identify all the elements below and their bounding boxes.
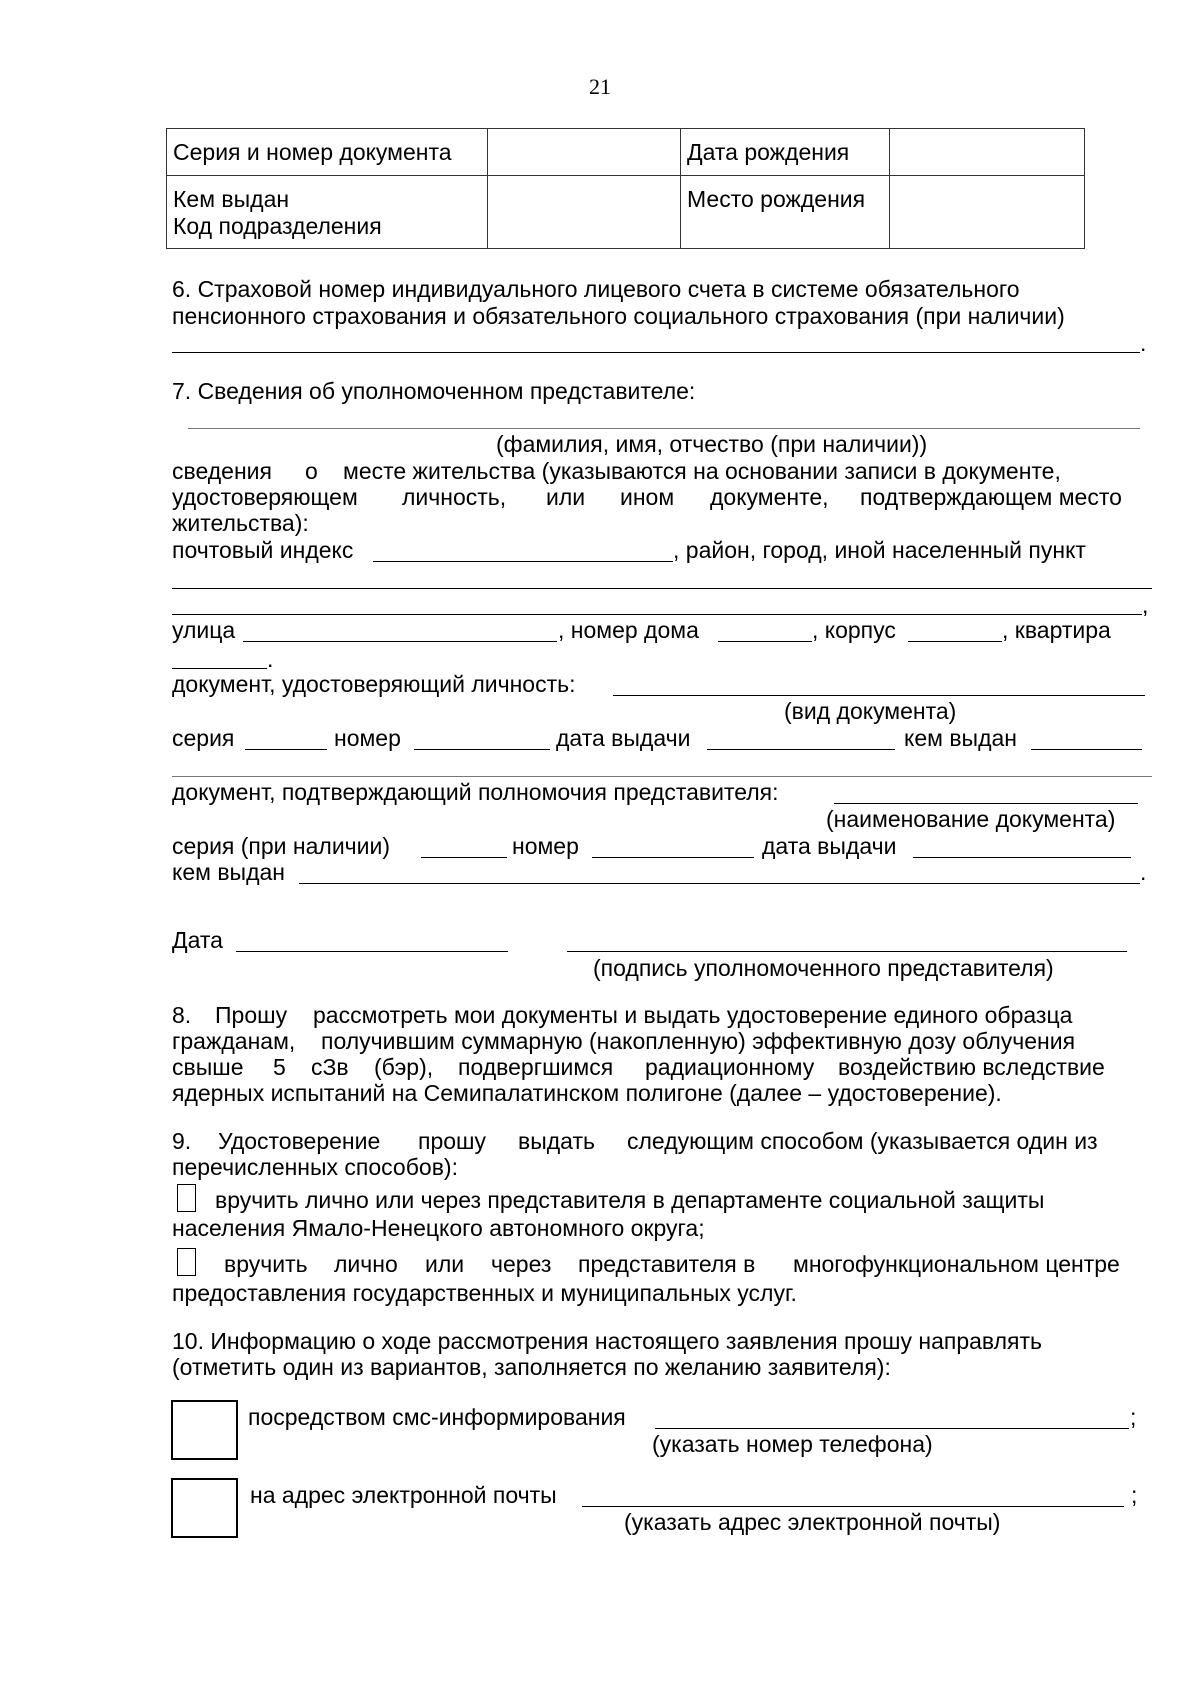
section8-line3-w7: воздействию вследствие: [838, 1054, 1105, 1080]
section10-line1: 10. Информацию о ходе рассмотрения настоящего заявления прошу направлять: [172, 1328, 1042, 1354]
email-notification-checkbox[interactable]: [171, 1478, 238, 1538]
residence-line2-w5: документе,: [710, 484, 829, 510]
division-code-label: Код подразделения: [173, 213, 382, 240]
apartment-period: .: [267, 646, 274, 672]
snils-input-line[interactable]: [172, 352, 1140, 353]
phone-input-line[interactable]: [655, 1428, 1129, 1429]
date-label: Дата: [172, 927, 223, 953]
issued-by-label: кем выдан: [904, 725, 1017, 751]
option1-line1: вручить лично или через представителя в департаменте социальной защиты: [215, 1187, 1045, 1213]
authority-document-input-line[interactable]: [834, 803, 1138, 804]
street-input-line[interactable]: [243, 641, 557, 642]
id-document-label: документ, удостоверяющий личность:: [172, 671, 576, 697]
sms-label: посредством смс-информирования: [248, 1404, 626, 1430]
representative-name-line[interactable]: [188, 428, 1140, 429]
section9-w4: выдать: [518, 1128, 595, 1154]
series-optional-label: серия (при наличии): [172, 833, 391, 859]
section8-line2-rest: получившим суммарную (накопленную) эффективную дозу облучения: [321, 1028, 1076, 1054]
residence-line2-w2: личность,: [402, 484, 507, 510]
section7-title: 7. Сведения об уполномоченном представителе:: [172, 378, 696, 404]
series-label: Серия и номер документа: [173, 139, 452, 165]
option2-w2: лично: [334, 1251, 398, 1277]
issued-by2-input-line[interactable]: [299, 883, 1140, 884]
issued-by-input-line[interactable]: [1031, 749, 1142, 750]
fio-caption: (фамилия, имя, отчество (при наличии)): [496, 431, 928, 457]
identity-table: [166, 128, 1085, 249]
issued-by2-label: кем выдан: [172, 859, 285, 885]
section6-line1: 6. Страховой номер индивидуального лицевого счета в системе обязательного: [172, 276, 1020, 302]
corpus-label: , корпус: [812, 617, 896, 643]
issued-by-label-cell: [167, 176, 488, 249]
house-input-line[interactable]: [718, 641, 812, 642]
locality-input-line-1[interactable]: [172, 588, 1152, 589]
apartment-input-line[interactable]: [172, 668, 267, 669]
section6-line2: пенсионного страхования и обязательного социального страхования (при наличии): [172, 303, 1065, 329]
district-label: , район, город, иной населенный пункт: [673, 537, 1086, 563]
section8-line3-w4: (бэр),: [374, 1054, 434, 1080]
residence-line1-rest: месте жительства (указываются на основании записи в документе,: [343, 458, 1061, 484]
birth-date-value-cell[interactable]: [890, 129, 1085, 176]
locality-comma: ,: [1142, 592, 1149, 618]
table-row: [167, 129, 1085, 176]
series-input-line[interactable]: [245, 749, 327, 750]
birth-place-label: Место рождения: [687, 186, 866, 212]
issued-by-input-line-2[interactable]: [172, 776, 1152, 777]
number2-label: номер: [512, 833, 579, 859]
sms-semicolon: ;: [1130, 1404, 1137, 1430]
issue-date-input-line[interactable]: [707, 749, 895, 750]
option2-w5: представителя в: [578, 1251, 756, 1277]
table-row: [167, 176, 1085, 249]
section8-w1: 8.: [172, 1002, 192, 1028]
email-semicolon: ;: [1131, 1482, 1138, 1508]
email-caption: (указать адрес электронной почты): [624, 1509, 1001, 1535]
option2-line2: предоставления государственных и муниципальных услуг.: [172, 1280, 797, 1306]
id-document-input-line[interactable]: [613, 695, 1145, 696]
residence-line2-w4: ином: [620, 484, 675, 510]
section8-line4: ядерных испытаний на Семипалатинском полигоне (далее – удостоверение).: [172, 1080, 1002, 1106]
postal-index-label: почтовый индекс: [172, 537, 354, 563]
issue-date-label: дата выдачи: [556, 725, 691, 751]
birth-place-value-cell[interactable]: [890, 176, 1085, 249]
number-label: номер: [334, 725, 401, 751]
residence-line3: жительства):: [172, 510, 309, 536]
residence-line2-w3: или: [546, 484, 586, 510]
corpus-input-line[interactable]: [908, 641, 1002, 642]
sms-notification-checkbox[interactable]: [171, 1400, 238, 1460]
page-number: 21: [589, 74, 611, 99]
locality-input-line-2[interactable]: [172, 614, 1142, 615]
section9-w1: 9.: [172, 1128, 192, 1154]
option2-w1: вручить: [224, 1251, 308, 1277]
section9-line1-rest: следующим способом (указывается один из: [627, 1128, 1098, 1154]
date-input-line[interactable]: [236, 951, 508, 952]
residence-line2-w6: подтверждающем место: [860, 484, 1122, 510]
issued-by-label: Кем выдан: [173, 186, 290, 212]
birth-place-label-cell: [681, 176, 890, 249]
issued-by2-period: .: [1140, 859, 1147, 885]
issued-by-value-cell[interactable]: [488, 176, 681, 249]
option2-w6: многофункциональном центре: [793, 1251, 1120, 1277]
option2-w3: или: [425, 1251, 465, 1277]
postal-index-input-line[interactable]: [373, 561, 673, 562]
apartment-label: , квартира: [1002, 617, 1111, 643]
birth-date-label-cell: [681, 129, 890, 176]
email-input-line[interactable]: [582, 1506, 1124, 1507]
delivery-option-department-checkbox[interactable]: [177, 1184, 196, 1212]
authority-document-label: документ, подтверждающий полномочия представителя:: [172, 779, 779, 805]
series-value-cell[interactable]: [488, 129, 681, 176]
signature-input-line[interactable]: [567, 951, 1127, 952]
section10-line2: (отметить один из вариантов, заполняется по желанию заявителя):: [172, 1354, 891, 1380]
section6-end-period: .: [1140, 330, 1147, 356]
section8-line3-w5: подвергшимся: [458, 1054, 614, 1080]
issue-date2-label: дата выдачи: [762, 833, 897, 859]
residence-word-2: о: [305, 458, 318, 484]
document-type-caption: (вид документа): [784, 698, 957, 724]
section8-line3-w6: радиационному: [645, 1054, 815, 1080]
section8-line3-w3: сЗв: [311, 1054, 349, 1080]
section9-w3: прошу: [418, 1128, 486, 1154]
delivery-option-mfc-checkbox[interactable]: [177, 1248, 196, 1276]
section8-line3-w1: свыше: [172, 1054, 244, 1080]
option2-w4: через: [491, 1251, 552, 1277]
house-label: , номер дома: [558, 617, 699, 643]
number-input-line[interactable]: [414, 749, 550, 750]
section8-w2: Прошу: [215, 1002, 288, 1028]
number2-input-line[interactable]: [592, 857, 754, 858]
option1-line2: населения Ямало-Ненецкого автономного округа;: [172, 1215, 705, 1241]
section8-line3-w2: 5: [273, 1054, 286, 1080]
residence-line2-w1: удостоверяющем: [172, 484, 358, 510]
residence-word-1: сведения: [172, 458, 272, 484]
series-optional-input-line[interactable]: [421, 857, 507, 858]
series-label-cell: [167, 129, 488, 176]
section8-line1-rest: рассмотреть мои документы и выдать удостоверение единого образца: [313, 1002, 1073, 1028]
street-label: улица: [172, 617, 236, 643]
phone-caption: (указать номер телефона): [652, 1431, 933, 1457]
signature-caption: (подпись уполномоченного представителя): [593, 955, 1054, 981]
section9-line2: перечисленных способов):: [172, 1154, 458, 1180]
issue-date2-input-line[interactable]: [913, 857, 1131, 858]
series-label: серия: [172, 725, 235, 751]
section9-w2: Удостоверение: [218, 1128, 381, 1154]
email-label: на адрес электронной почты: [250, 1482, 557, 1508]
document-name-caption: (наименование документа): [826, 806, 1116, 832]
section8-line2-w1: гражданам,: [172, 1028, 296, 1054]
birth-date-label: Дата рождения: [687, 139, 850, 165]
